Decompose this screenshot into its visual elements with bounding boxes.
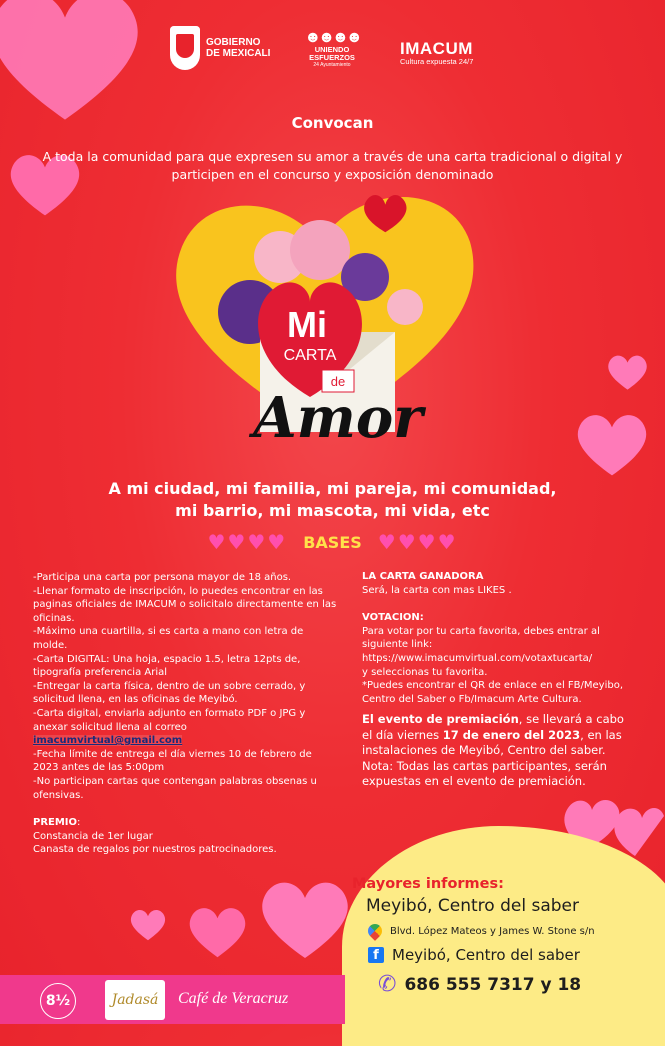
rule-item: -Llenar formato de inscripción, lo puedes encontrar en las paginas oficiales de IMACUM o solicitalo directamente en las oficinas. [33, 585, 337, 624]
heart-decoration-icon [185, 900, 250, 965]
uniendo-line1: UNIENDO [314, 45, 350, 54]
votacion-line2: y seleccionas tu favorita. [362, 666, 488, 678]
rule-item: -Entregar la carta física, dentro de un sobre cerrado, y solicitud llena, en las oficinas de Meyibó. [33, 680, 306, 706]
convocan-heading: Convocan [291, 114, 374, 132]
gobierno-line1: GOBIERNO [206, 37, 261, 48]
imacum-name: IMACUM [400, 39, 473, 58]
rules-column [33, 571, 338, 857]
people-icon: ☻☻☻☻ [304, 29, 360, 46]
contact-place: Meyibó, Centro del saber [366, 896, 579, 916]
premio-line2: Canasta de regalos por nuestros patrocinadores. [33, 844, 277, 856]
tagline [60, 478, 605, 522]
uniendo-line2: ESFUERZOS [309, 53, 355, 62]
ganadora-title: LA CARTA GANADORA [362, 571, 484, 582]
hero-carta: CARTA [283, 347, 337, 364]
imacum-slogan: Cultura expuesta 24/7 [400, 57, 474, 66]
info-column [362, 570, 632, 790]
rule-item: -Carta digital, enviarla adjunto en formato PDF o JPG y anexar solicitud llena al correo [33, 707, 306, 733]
hearts-icon: ♥♥♥♥ [207, 530, 288, 554]
facebook-icon: f [368, 947, 384, 963]
hero-amor: Amor [253, 385, 423, 451]
tagline-line2: mi barrio, mi mascota, mi vida, etc [175, 501, 490, 520]
email-link[interactable]: imacumvirtual@gmail.com [33, 735, 183, 747]
contact-title: Mayores informes: [352, 876, 504, 892]
premio-title: PREMIO [33, 817, 78, 829]
rule-item: -Máximo una cuartilla, si es carta a mano con letra de molde. [33, 626, 304, 651]
premio-line1: Constancia de 1er lugar [33, 830, 153, 842]
heart-decoration-icon [605, 350, 650, 395]
sponsor-jadasa-logo: Jadasá [105, 980, 165, 1020]
imacum-logo [400, 40, 473, 66]
shield-icon [170, 26, 200, 70]
sponsor-badge-logo: 8½ [40, 983, 76, 1019]
heart-decoration-icon [128, 905, 168, 945]
ganadora-text: Será, la carta con mas LIKES . [362, 584, 512, 596]
contact-phone[interactable]: 686 555 7317 y 18 [404, 974, 582, 995]
heart-decoration-icon [572, 405, 652, 485]
contact-panel [352, 876, 657, 1005]
hearts-icon: ♥♥♥♥ [377, 530, 458, 554]
evento-nota: Nota: Todas las cartas participantes, serán expuestas en el evento de premiación. [362, 758, 607, 789]
map-pin-icon [365, 921, 385, 941]
phone-icon: ✆ [378, 972, 397, 997]
rule-item: -Participa una carta por persona mayor de 18 años. [33, 572, 292, 583]
intro-text: A toda la comunidad para que expresen su amor a través de una carta tradicional o digital y participen en el concurso y exposición denominado [42, 149, 623, 182]
gobierno-line2: DE MEXICALI [206, 48, 271, 59]
heart-decoration-icon [255, 870, 355, 970]
premio-colon: : [77, 817, 81, 829]
uniendo-esfuerzos-logo [302, 30, 362, 68]
contact-address: Blvd. López Mateos y James W. Stone s/n [390, 925, 595, 937]
votacion-line1: Para votar por tu carta favorita, debes entrar al siguiente link: [362, 625, 600, 651]
evento-text2: , en las instalaciones de Meyibó, Centro del saber. [362, 727, 622, 758]
hero-mi: Mi [287, 304, 327, 345]
evento-text [362, 712, 632, 790]
uniendo-line3: 24 Ayuntamiento [313, 62, 351, 68]
votacion-title: VOTACION: [362, 612, 424, 624]
evento-bold: El evento de premiación [362, 712, 519, 727]
votacion-line3: *Puedes encontrar el QR de enlace en el FB/Meyibo, Centro del Saber o Fb/Imacum Arte Cultura. [362, 680, 624, 705]
rule-item: -Carta DIGITAL: Una hoja, espacio 1.5, letra 12pts de, tipografía preferencia Arial [33, 653, 301, 679]
bases-header [0, 530, 665, 554]
sponsor-cafe-logo: Café de Veracruz [178, 990, 289, 1007]
bases-title: BASES [303, 532, 362, 552]
mi-carta-de-amor-artwork [160, 182, 510, 472]
rule-item: -No participan cartas que contengan palabras obsenas u ofensivas. [33, 775, 317, 801]
hero-de: de [330, 374, 346, 389]
gobierno-mexicali-logo [170, 26, 270, 70]
rule-item: -Fecha límite de entrega el día viernes 10 de febrero de 2023 antes de las 5:00pm [33, 748, 312, 774]
evento-text1: , se llevará a cabo el día viernes [362, 712, 624, 742]
tagline-line1: A mi ciudad, mi familia, mi pareja, mi comunidad, [108, 479, 557, 498]
contact-facebook[interactable]: Meyibó, Centro del saber [392, 946, 580, 964]
evento-date: 17 de enero del 2023 [442, 727, 581, 742]
votacion-url[interactable]: https://www.imacumvirtual.com/votaxtucarta/ [362, 652, 593, 664]
